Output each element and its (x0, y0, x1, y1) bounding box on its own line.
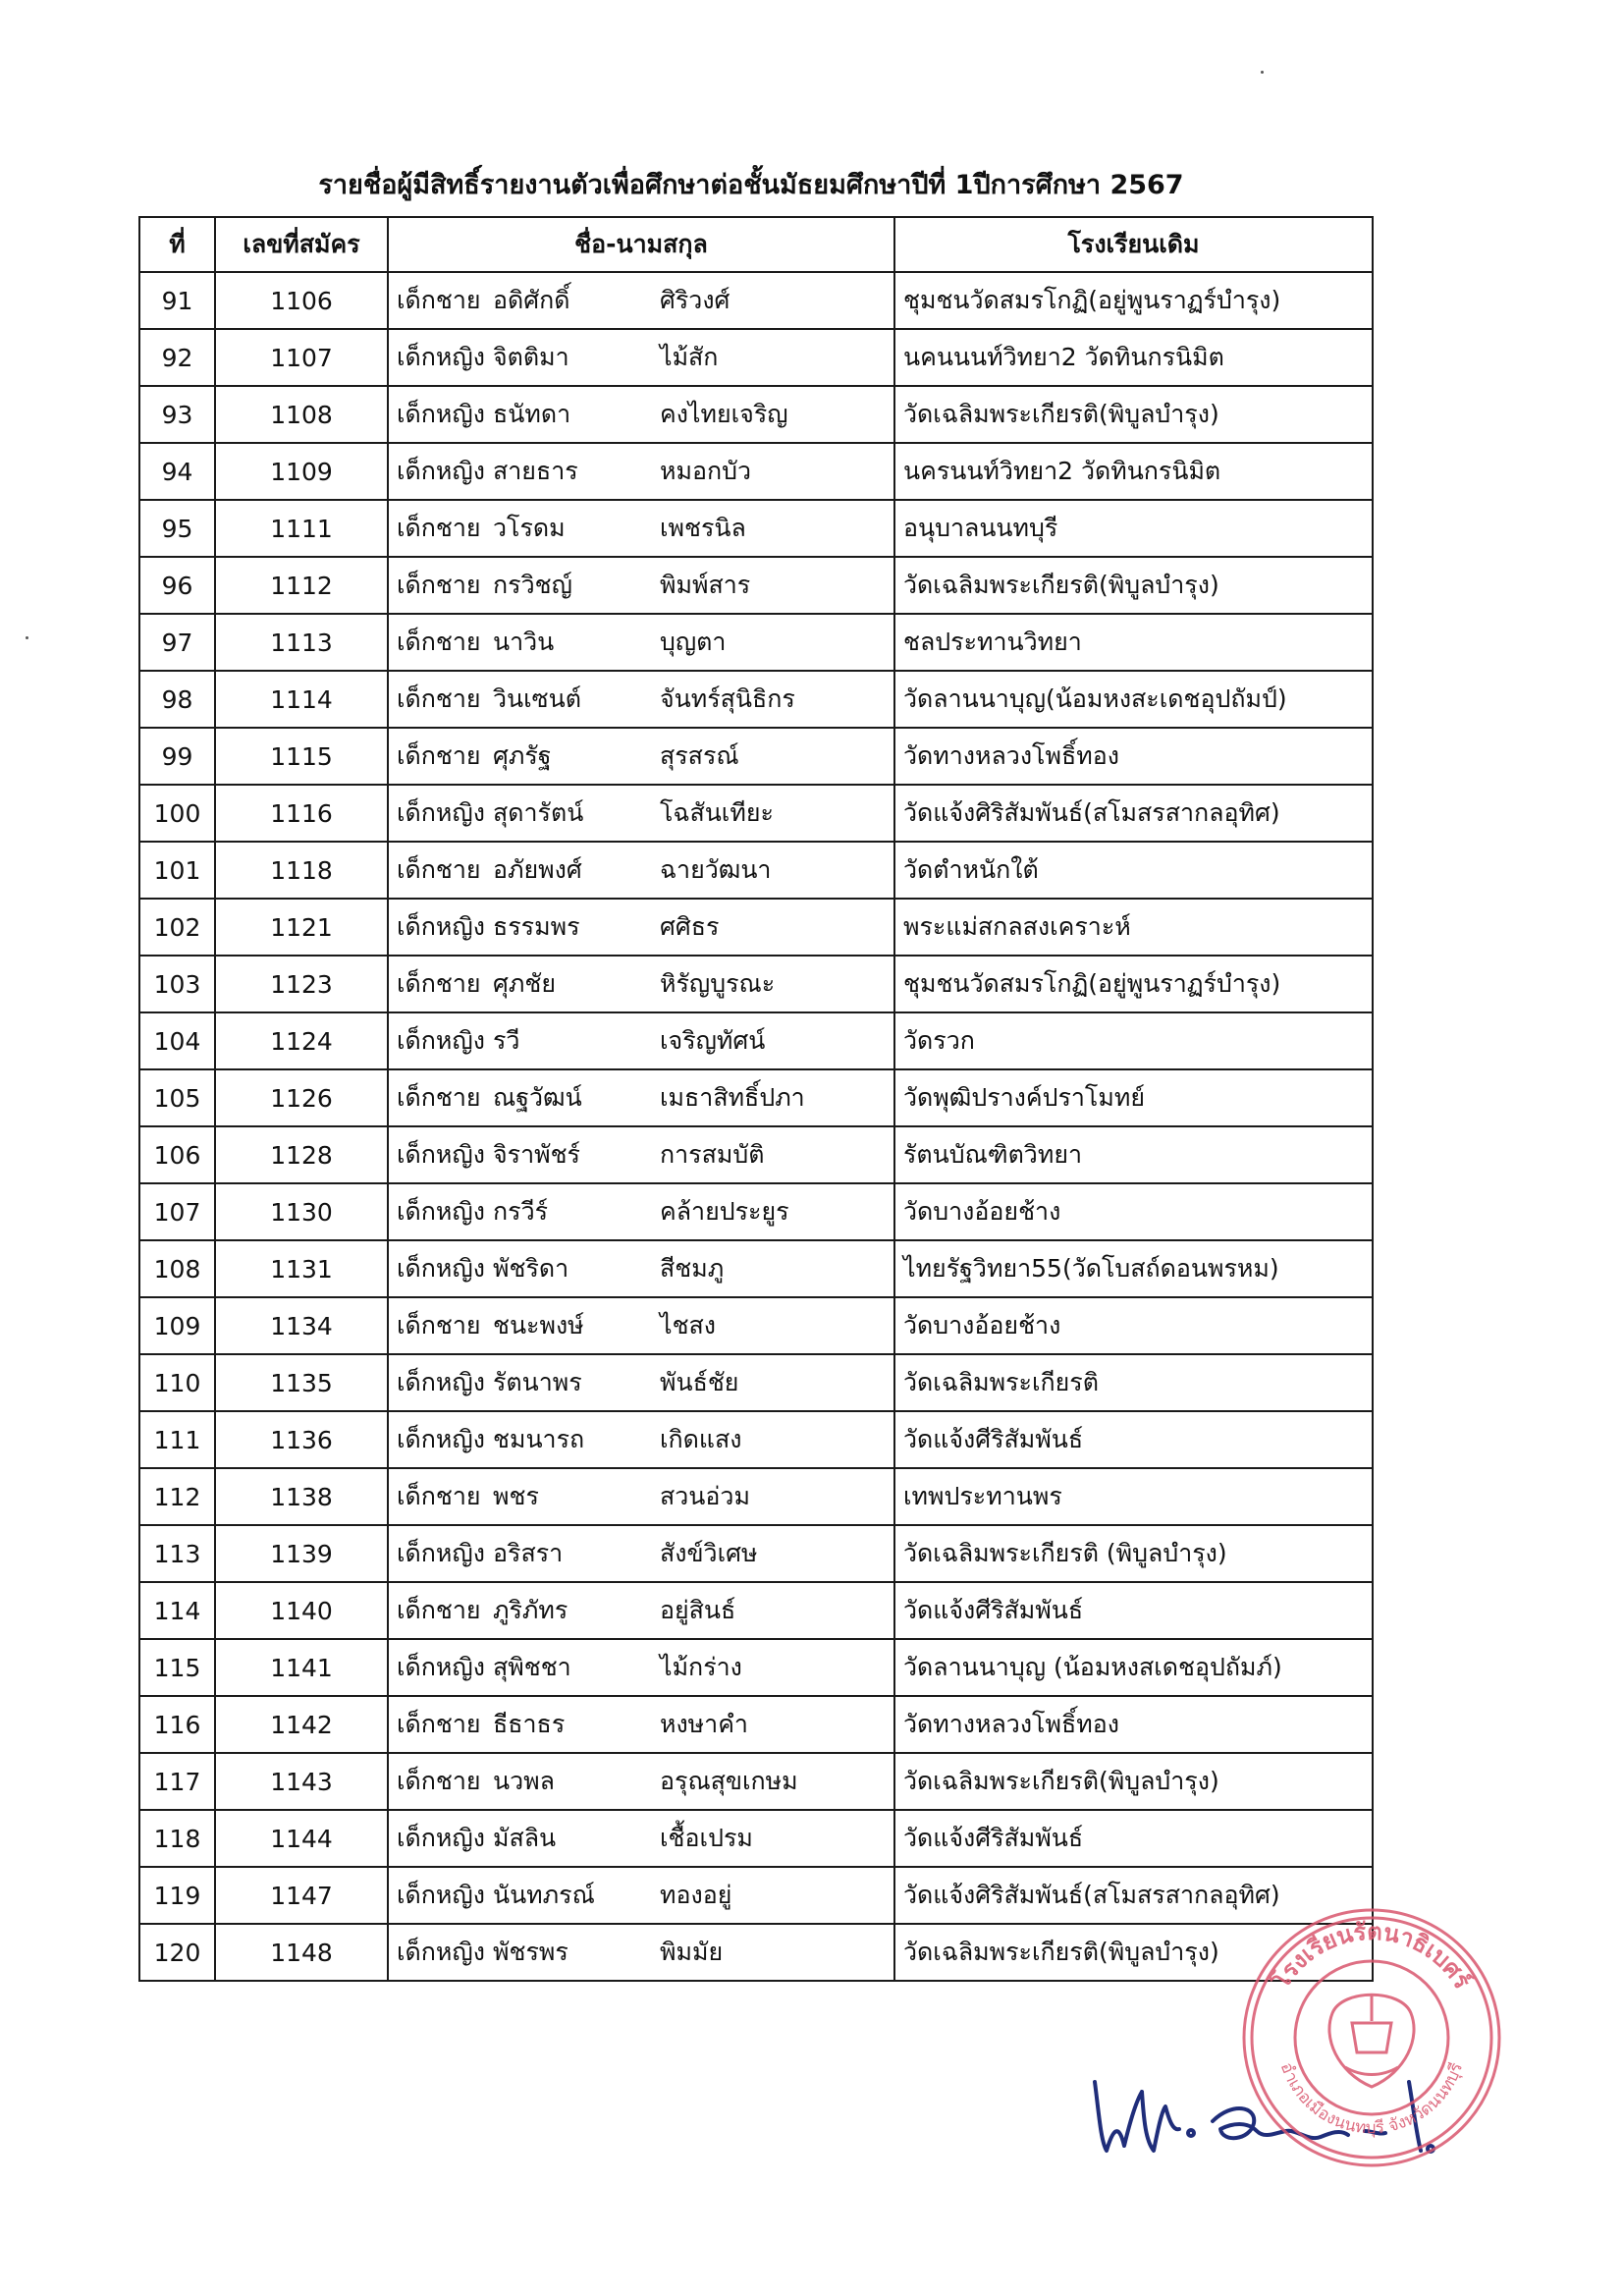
last-name: คงไทยเจริญ (660, 400, 788, 428)
full-name (388, 500, 894, 557)
table-row (139, 1354, 1373, 1411)
name-prefix: เด็กหญิง (397, 798, 485, 827)
first-name: ศุภชัย (493, 969, 556, 998)
first-name: วินเซนต์ (493, 684, 581, 713)
full-name (388, 1753, 894, 1810)
application-number: 1143 (215, 1753, 388, 1810)
row-number: 114 (139, 1582, 215, 1639)
name-prefix: เด็กชาย (397, 628, 481, 656)
column-header-application-no: เลขที่สมัคร (215, 217, 388, 272)
name-prefix: เด็กหญิง (397, 1140, 485, 1169)
row-number: 98 (139, 671, 215, 728)
full-name (388, 1810, 894, 1867)
last-name: ไชสง (660, 1311, 717, 1339)
last-name: เจริญทัศน์ (660, 1026, 766, 1055)
table-row (139, 1639, 1373, 1696)
last-name: สวนอ่วม (660, 1482, 750, 1510)
full-name (388, 671, 894, 728)
roster-table (138, 216, 1374, 1982)
row-number: 93 (139, 386, 215, 443)
application-number: 1147 (215, 1867, 388, 1924)
first-name: อริสรา (493, 1539, 564, 1567)
first-name: พชร (493, 1482, 539, 1510)
previous-school: วัดแจ้งศีริสัมพันธ์ (894, 1582, 1373, 1639)
table-row (139, 1753, 1373, 1810)
seal-text-top: โรงเรียนรัตนาธิเบศร์ (1267, 1917, 1477, 1995)
application-number: 1115 (215, 728, 388, 785)
first-name: นันทภรณ์ (493, 1881, 595, 1909)
first-name: สุพิชชา (493, 1653, 571, 1681)
previous-school: วัดบางอ้อยช้าง (894, 1183, 1373, 1240)
seal-text-bottom: อำเภอเมืองนนทบุรี จังหวัดนนทบุรี (1275, 2059, 1468, 2139)
row-number: 92 (139, 329, 215, 386)
last-name: พิมพ์สาร (660, 571, 751, 599)
full-name (388, 1183, 894, 1240)
first-name: สายธาร (493, 457, 578, 485)
last-name: พันธ์ชัย (660, 1368, 739, 1396)
application-number: 1136 (215, 1411, 388, 1468)
column-header-previous-school: โรงเรียนเดิม (894, 217, 1373, 272)
name-prefix: เด็กหญิง (397, 457, 485, 485)
table-row (139, 329, 1373, 386)
first-name: จิตติมา (493, 343, 569, 371)
table-row (139, 500, 1373, 557)
table-row (139, 1468, 1373, 1525)
last-name: สุรสรณ์ (660, 741, 739, 770)
last-name: สีชมภู (660, 1254, 725, 1283)
row-number: 119 (139, 1867, 215, 1924)
last-name: หงษาคำ (660, 1710, 748, 1738)
name-prefix: เด็กชาย (397, 571, 481, 599)
full-name (388, 1582, 894, 1639)
last-name: ศิริวงศ์ (660, 286, 730, 314)
previous-school: วัดบางอ้อยช้าง (894, 1297, 1373, 1354)
table-row (139, 1867, 1373, 1924)
table-row (139, 1582, 1373, 1639)
previous-school: วัดทางหลวงโพธิ์ทอง (894, 1696, 1373, 1753)
application-number: 1108 (215, 386, 388, 443)
last-name: อรุณสุขเกษม (660, 1767, 798, 1795)
application-number: 1144 (215, 1810, 388, 1867)
name-prefix: เด็กชาย (397, 969, 481, 998)
page-title: รายชื่อผู้มีสิทธิ์รายงานตัวเพื่อศึกษาต่อชั้นมัธยมศึกษาปีที่ 1ปีการศึกษา 2567 (318, 170, 1184, 200)
previous-school: รัตนบัณฑิตวิทยา (894, 1126, 1373, 1183)
full-name (388, 386, 894, 443)
last-name: หมอกบัว (660, 457, 752, 485)
first-name: วโรดม (493, 514, 566, 542)
last-name: พิมมัย (660, 1938, 724, 1966)
application-number: 1139 (215, 1525, 388, 1582)
row-number: 101 (139, 842, 215, 899)
name-prefix: เด็กหญิง (397, 1197, 485, 1226)
name-prefix: เด็กชาย (397, 741, 481, 770)
table-row (139, 1069, 1373, 1126)
application-number: 1130 (215, 1183, 388, 1240)
application-number: 1121 (215, 899, 388, 956)
table-row (139, 443, 1373, 500)
full-name (388, 842, 894, 899)
name-prefix: เด็กชาย (397, 1767, 481, 1795)
full-name (388, 956, 894, 1012)
previous-school: วัดลานนาบุญ (น้อมหงสเดชอุปถัมภ์) (894, 1639, 1373, 1696)
table-row (139, 1297, 1373, 1354)
name-prefix: เด็กหญิง (397, 1368, 485, 1396)
full-name (388, 1012, 894, 1069)
application-number: 1126 (215, 1069, 388, 1126)
first-name: จิราพัชร์ (493, 1140, 580, 1169)
name-prefix: เด็กหญิง (397, 1539, 485, 1567)
scan-speck (26, 636, 28, 639)
first-name: อดิศักดิ์ (493, 286, 570, 314)
scan-speck (1261, 71, 1264, 74)
table-row (139, 956, 1373, 1012)
first-name: มัสลิน (493, 1824, 557, 1852)
previous-school: วัดเฉลิมพระเกียรติ (พิบูลบำรุง) (894, 1525, 1373, 1582)
full-name (388, 329, 894, 386)
application-number: 1114 (215, 671, 388, 728)
row-number: 107 (139, 1183, 215, 1240)
last-name: ทองอยู่ (660, 1881, 732, 1909)
application-number: 1116 (215, 785, 388, 842)
previous-school: วัดเฉลิมพระเกียรติ(พิบูลบำรุง) (894, 1924, 1373, 1981)
svg-text:โรงเรียนรัตนาธิเบศร์ (1266, 1918, 1476, 1995)
previous-school: นครนนท์วิทยา2 วัดทินกรนิมิต (894, 443, 1373, 500)
column-header-no: ที่ (139, 217, 215, 272)
row-number: 102 (139, 899, 215, 956)
roster-body (139, 272, 1373, 1981)
application-number: 1148 (215, 1924, 388, 1981)
last-name: ไม้สัก (660, 343, 719, 371)
first-name: กรวิชญ์ (493, 571, 572, 599)
school-seal-stamp (1239, 1905, 1504, 2170)
row-number: 94 (139, 443, 215, 500)
row-number: 111 (139, 1411, 215, 1468)
application-number: 1106 (215, 272, 388, 329)
previous-school: ชุมชนวัดสมรโกฏิ(อยู่พูนราฏร์บำรุง) (894, 272, 1373, 329)
row-number: 106 (139, 1126, 215, 1183)
name-prefix: เด็กชาย (397, 514, 481, 542)
full-name (388, 1867, 894, 1924)
table-row (139, 386, 1373, 443)
previous-school: วัดแจ้งศิริสัมพันธ์(สโมสรสากลอุทิศ) (894, 1867, 1373, 1924)
row-number: 120 (139, 1924, 215, 1981)
previous-school: วัดเฉลิมพระเกียรติ(พิบูลบำรุง) (894, 557, 1373, 614)
previous-school: อนุบาลนนทบุรี (894, 500, 1373, 557)
previous-school: วัดทางหลวงโพธิ์ทอง (894, 728, 1373, 785)
first-name: อภัยพงศ์ (493, 855, 582, 884)
last-name: เมธาสิทธิ์ปภา (660, 1083, 805, 1112)
previous-school: วัดเฉลิมพระเกียรติ (894, 1354, 1373, 1411)
first-name: ธรรมพร (493, 912, 580, 941)
row-number: 91 (139, 272, 215, 329)
row-number: 104 (139, 1012, 215, 1069)
last-name: จันทร์สุนิธิกร (660, 684, 795, 713)
name-prefix: เด็กชาย (397, 1311, 481, 1339)
application-number: 1123 (215, 956, 388, 1012)
table-row (139, 1924, 1373, 1981)
application-number: 1113 (215, 614, 388, 671)
application-number: 1138 (215, 1468, 388, 1525)
name-prefix: เด็กชาย (397, 855, 481, 884)
table-row (139, 1126, 1373, 1183)
previous-school: วัดแจ้งศีริสัมพันธ์ (894, 1411, 1373, 1468)
last-name: สังข์วิเศษ (660, 1539, 758, 1567)
first-name: ศุภรัฐ (493, 741, 552, 770)
previous-school: ชลประทานวิทยา (894, 614, 1373, 671)
first-name: ภูริภัทร (493, 1596, 568, 1624)
application-number: 1128 (215, 1126, 388, 1183)
full-name (388, 1639, 894, 1696)
row-number: 117 (139, 1753, 215, 1810)
table-row (139, 842, 1373, 899)
name-prefix: เด็กชาย (397, 1596, 481, 1624)
table-row (139, 272, 1373, 329)
first-name: ชมนารถ (493, 1425, 585, 1453)
table-row (139, 1810, 1373, 1867)
first-name: นวพล (493, 1767, 555, 1795)
application-number: 1135 (215, 1354, 388, 1411)
previous-school: เทพประทานพร (894, 1468, 1373, 1525)
full-name (388, 1126, 894, 1183)
first-name: สุดารัตน์ (493, 798, 584, 827)
row-number: 110 (139, 1354, 215, 1411)
name-prefix: เด็กหญิง (397, 1026, 485, 1055)
name-prefix: เด็กหญิง (397, 343, 485, 371)
last-name: หิรัญบูรณะ (660, 969, 776, 998)
table-row (139, 728, 1373, 785)
full-name (388, 1468, 894, 1525)
previous-school: วัดเฉลิมพระเกียรติ(พิบูลบำรุง) (894, 386, 1373, 443)
row-number: 105 (139, 1069, 215, 1126)
row-number: 115 (139, 1639, 215, 1696)
application-number: 1141 (215, 1639, 388, 1696)
table-row (139, 1411, 1373, 1468)
previous-school: วัดลานนาบุญ(น้อมหงสะเดชอุปถัมป์) (894, 671, 1373, 728)
table-row (139, 1696, 1373, 1753)
last-name: เกิดแสง (660, 1425, 742, 1453)
row-number: 113 (139, 1525, 215, 1582)
column-header-full-name: ชื่อ-นามสกุล (388, 217, 894, 272)
name-prefix: เด็กหญิง (397, 1254, 485, 1283)
full-name (388, 614, 894, 671)
name-prefix: เด็กหญิง (397, 1938, 485, 1966)
full-name (388, 1924, 894, 1981)
previous-school: วัดเฉลิมพระเกียรติ(พิบูลบำรุง) (894, 1753, 1373, 1810)
first-name: พัชริดา (493, 1254, 569, 1283)
full-name (388, 899, 894, 956)
table-row (139, 1183, 1373, 1240)
first-name: ธีธาธร (493, 1710, 566, 1738)
row-number: 112 (139, 1468, 215, 1525)
row-number: 100 (139, 785, 215, 842)
full-name (388, 272, 894, 329)
full-name (388, 443, 894, 500)
table-row (139, 614, 1373, 671)
previous-school: พระแม่สกลสงเคราะห์ (894, 899, 1373, 956)
name-prefix: เด็กชาย (397, 684, 481, 713)
last-name: เชื้อเปรม (660, 1824, 753, 1852)
full-name (388, 728, 894, 785)
first-name: กรวีร์ (493, 1197, 549, 1226)
row-number: 96 (139, 557, 215, 614)
previous-school: วัดตำหนักใต้ (894, 842, 1373, 899)
last-name: โฉสันเทียะ (660, 798, 774, 827)
full-name (388, 785, 894, 842)
application-number: 1142 (215, 1696, 388, 1753)
row-number: 108 (139, 1240, 215, 1297)
last-name: เพชรนิล (660, 514, 746, 542)
name-prefix: เด็กชาย (397, 286, 481, 314)
last-name: ไม้กร่าง (660, 1653, 742, 1681)
previous-school: ไทยรัฐวิทยา55(วัดโบสถ์ดอนพรหม) (894, 1240, 1373, 1297)
row-number: 99 (139, 728, 215, 785)
row-number: 97 (139, 614, 215, 671)
full-name (388, 557, 894, 614)
row-number: 95 (139, 500, 215, 557)
name-prefix: เด็กหญิง (397, 400, 485, 428)
previous-school: วัดรวก (894, 1012, 1373, 1069)
name-prefix: เด็กหญิง (397, 1653, 485, 1681)
name-prefix: เด็กหญิง (397, 1881, 485, 1909)
last-name: บุญตา (660, 628, 727, 656)
full-name (388, 1525, 894, 1582)
first-name: พัชรพร (493, 1938, 568, 1966)
application-number: 1131 (215, 1240, 388, 1297)
table-row (139, 1012, 1373, 1069)
last-name: ศศิธร (660, 912, 720, 941)
previous-school: วัดแจ้งศีริสัมพันธ์ (894, 1810, 1373, 1867)
header-row (139, 217, 1373, 272)
application-number: 1118 (215, 842, 388, 899)
table-row (139, 1525, 1373, 1582)
full-name (388, 1696, 894, 1753)
name-prefix: เด็กชาย (397, 1710, 481, 1738)
last-name: ฉายวัฒนา (660, 855, 772, 884)
row-number: 109 (139, 1297, 215, 1354)
previous-school: ชุมชนวัดสมรโกฏิ(อยู่พูนราฏร์บำรุง) (894, 956, 1373, 1012)
application-number: 1140 (215, 1582, 388, 1639)
table-row (139, 557, 1373, 614)
first-name: รวี (493, 1026, 520, 1055)
full-name (388, 1297, 894, 1354)
last-name: อยู่สินธ์ (660, 1596, 736, 1624)
first-name: ชนะพงษ์ (493, 1311, 584, 1339)
last-name: การสมบัติ (660, 1140, 765, 1169)
application-number: 1124 (215, 1012, 388, 1069)
row-number: 116 (139, 1696, 215, 1753)
name-prefix: เด็กหญิง (397, 1824, 485, 1852)
previous-school: นคนนนท์วิทยา2 วัดทินกรนิมิต (894, 329, 1373, 386)
previous-school: วัดแจ้งศิริสัมพันธ์(สโมสรสากลอุทิศ) (894, 785, 1373, 842)
table-row (139, 1240, 1373, 1297)
first-name: ณฐวัฒน์ (493, 1083, 582, 1112)
application-number: 1111 (215, 500, 388, 557)
table-row (139, 899, 1373, 956)
first-name: รัตนาพร (493, 1368, 582, 1396)
table-row (139, 671, 1373, 728)
name-prefix: เด็กหญิง (397, 1425, 485, 1453)
name-prefix: เด็กชาย (397, 1083, 481, 1112)
svg-text:อำเภอเมืองนนทบุรี จังหวัดนนทบุ (1276, 2059, 1467, 2138)
full-name (388, 1240, 894, 1297)
full-name (388, 1069, 894, 1126)
table-row (139, 785, 1373, 842)
first-name: ธนัทดา (493, 400, 571, 428)
application-number: 1112 (215, 557, 388, 614)
last-name: คล้ายประยูร (660, 1197, 789, 1226)
application-number: 1109 (215, 443, 388, 500)
name-prefix: เด็กหญิง (397, 912, 485, 941)
first-name: นาวิน (493, 628, 555, 656)
application-number: 1134 (215, 1297, 388, 1354)
row-number: 103 (139, 956, 215, 1012)
row-number: 118 (139, 1810, 215, 1867)
name-prefix: เด็กชาย (397, 1482, 481, 1510)
full-name (388, 1411, 894, 1468)
full-name (388, 1354, 894, 1411)
application-number: 1107 (215, 329, 388, 386)
previous-school: วัดพุฒิปรางค์ปราโมทย์ (894, 1069, 1373, 1126)
